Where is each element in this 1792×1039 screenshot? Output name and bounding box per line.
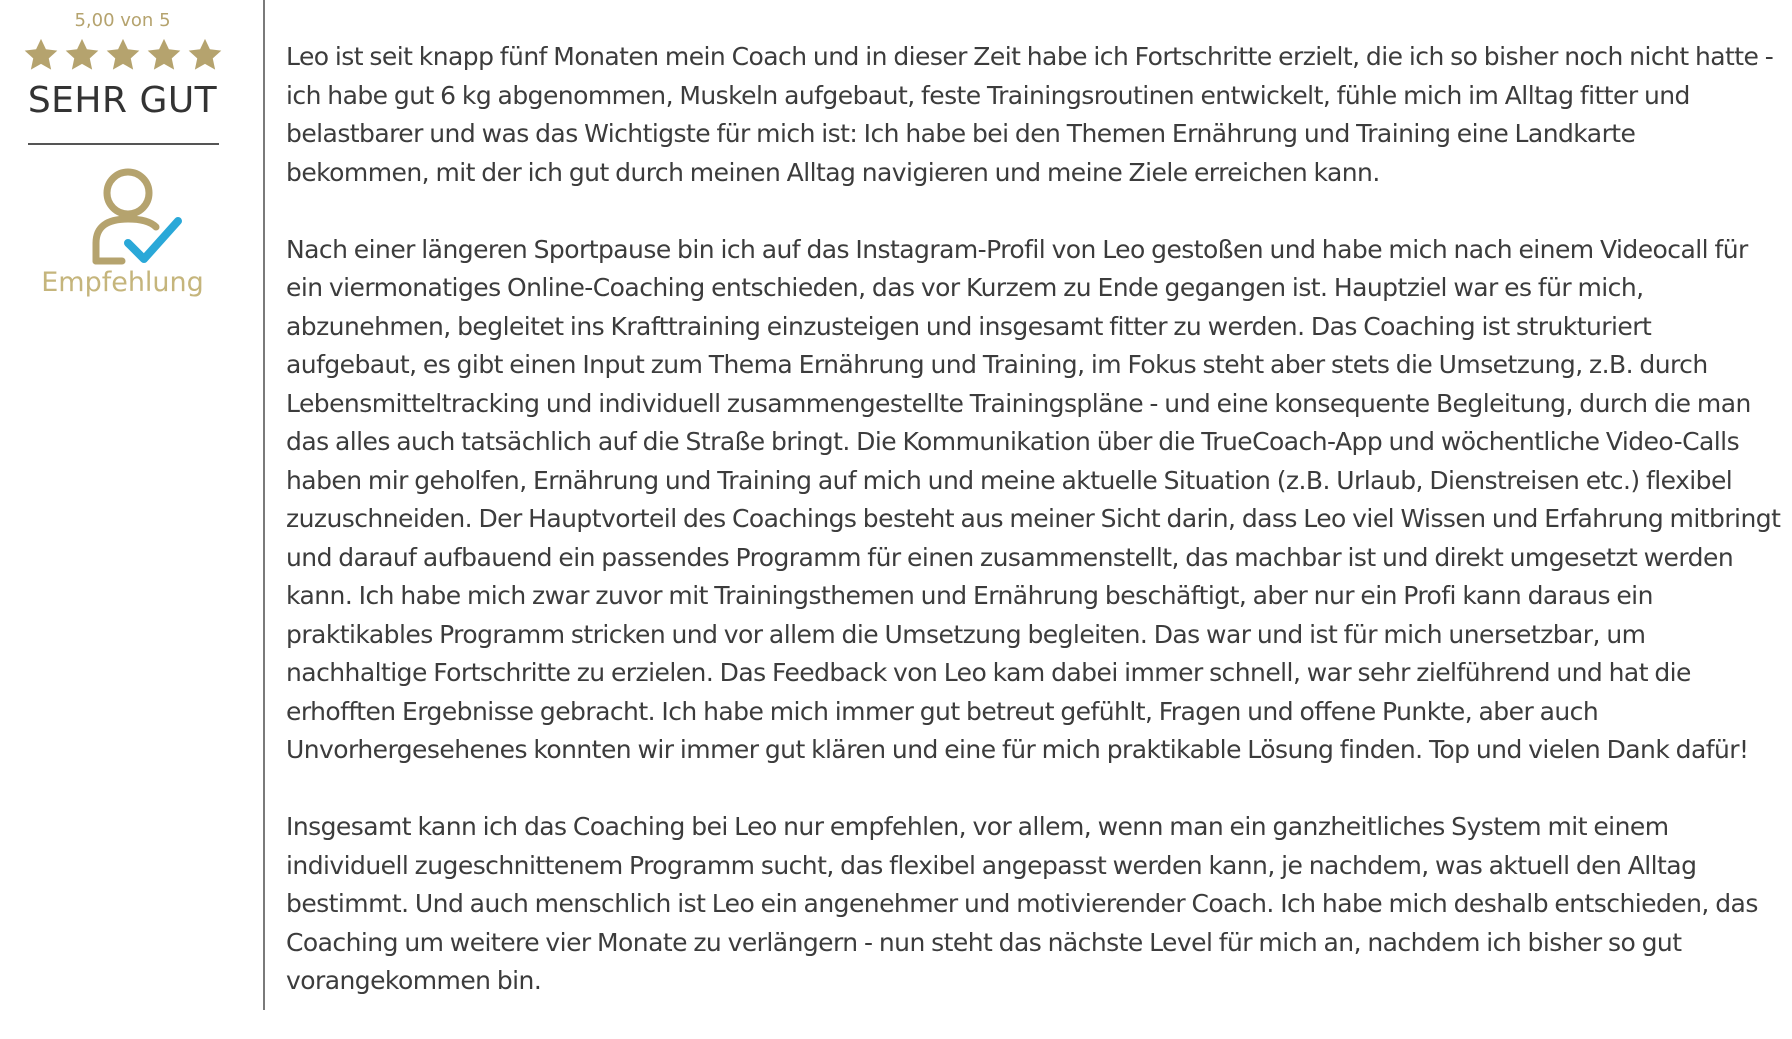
user-check-icon xyxy=(88,163,184,265)
star-rating xyxy=(22,36,224,76)
star-icon xyxy=(145,36,183,74)
star-icon xyxy=(104,36,142,74)
star-icon xyxy=(63,36,101,74)
review-paragraph: Insgesamt kann ich das Coaching bei Leo nur empfehlen, vor allem, wenn man ein ganzheitliches System mit einem individuell zugeschnittenem Programm sucht, das flexibel angepasst werden kann, je nachdem, was aktuell den Alltag bestimmt. Und auch menschlich ist Leo ein angenehmer und motivierender Coach. Ich habe mich deshalb entschieden, das Coaching um weitere vier Monate zu verlängern - nun steht das nächste Level für mich an, nachdem ich bisher so gut vorangekommen bin. xyxy=(286,812,1758,995)
rating-verdict: SEHR GUT xyxy=(27,80,218,121)
star-icon xyxy=(186,36,224,74)
review-paragraph: Leo ist seit knapp fünf Monaten mein Coach und in dieser Zeit habe ich Fortschritte erzielt, die ich so bisher noch nicht hatte - ich habe gut 6 kg abgenommen, Muskeln aufgebaut, feste Trainingsroutinen entwickelt, fühle mich im Alltag fitter und belastbarer und was das Wichtigste für mich ist: Ich habe bei den Themen Ernährung und Training eine Landkarte bekommen, mit der ich gut durch meinen Alltag navigieren und meine Ziele erreichen kann. xyxy=(286,42,1774,187)
review-text xyxy=(286,38,1782,1039)
rating-panel xyxy=(0,0,265,1010)
star-icon xyxy=(22,36,60,74)
recommendation-label: Empfehlung xyxy=(41,267,204,298)
review-paragraph: Nach einer längeren Sportpause bin ich auf das Instagram-Profil von Leo gestoßen und habe mich nach einem Videocall für ein viermonatiges Online-Coaching entschieden, das vor Kurzem zu Ende gegangen ist. Hauptziel war es für mich, abzunehmen, begleitet ins Krafttraining einzusteigen und insgesamt fitter zu werden. Das Coaching ist strukturiert aufgebaut, es gibt einen Input zum Thema Ernährung und Training, im Fokus steht aber stets die Umsetzung, z.B. durch Lebensmitteltracking und individuell zusammengestellte Trainingspläne - und eine konsequente Begleitung, durch die man das alles auch tatsächlich auf die Straße bringt. Die Kommunikation über die TrueCoach-App und wöchentliche Video-Calls haben mir geholfen, Ernährung und Training auf mich und meine aktuelle Situation (z.B. Urlaub, Dienstreisen etc.) flexibel zuzuschneiden. Der Hauptvorteil des Coachings besteht aus meiner Sicht darin, dass Leo viel Wissen und Erfahrung mitbringt und darauf aufbauend ein passendes Programm für einen zusammenstellt, das machbar ist und direkt umgesetzt werden kann. Ich habe mich zwar zuvor mit Trainingsthemen und Ernährung beschäftigt, aber nur ein Profi kann daraus ein praktikables Programm stricken und vor allem die Umsetzung begleiten. Das war und ist für mich unersetzbar, um nachhaltige Fortschritte zu erzielen. Das Feedback von Leo kam dabei immer schnell, war sehr zielführend und hat die erhofften Ergebnisse gebracht. Ich habe mich immer gut betreut gefühlt, Fragen und offene Punkte, aber auch Unvorhergesehenes konnten wir immer gut klären und eine für mich praktikable Lösung finden. Top und vielen Dank dafür! xyxy=(286,234,1781,764)
divider xyxy=(28,143,219,145)
rating-score: 5,00 von 5 xyxy=(74,10,171,31)
